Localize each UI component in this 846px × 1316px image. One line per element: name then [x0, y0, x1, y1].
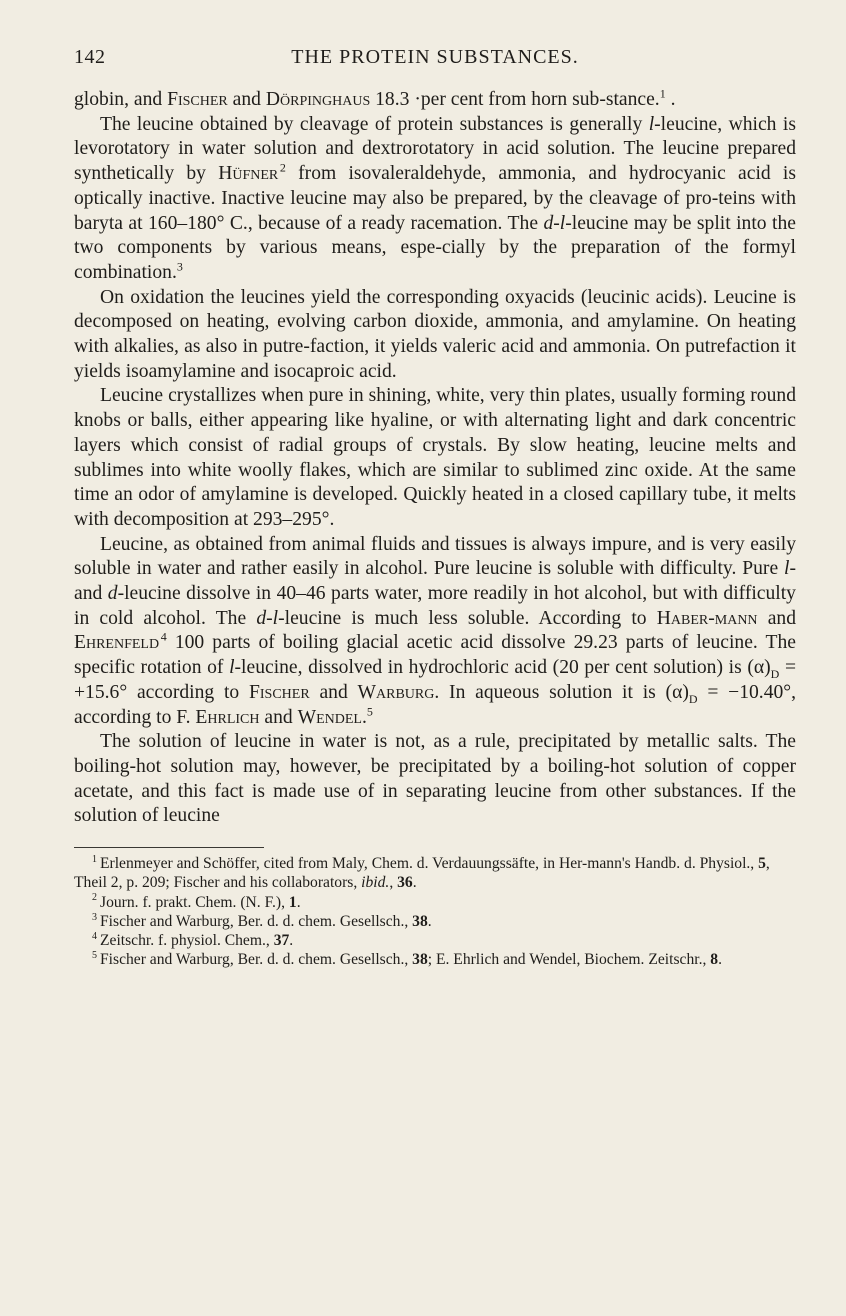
- footnote-3: $^3$ Fischer and Warburg, Ber. d. d. chem. Gesellsch., 38.: [92, 911, 432, 930]
- footnote-divider: [74, 847, 264, 848]
- author-wendel: Wendel: [297, 706, 362, 728]
- paragraph-0: globin, and Fischer and Dörpinghaus 18.3 ·per cent from horn sub-stance.$^1$ .: [74, 86, 676, 110]
- running-head: THE PROTEIN SUBSTANCES.: [291, 46, 579, 68]
- author-hufner: Hüfner: [218, 163, 279, 185]
- book-page: [74, 46, 796, 969]
- paragraph-5: The solution of leucine in water is not, as a rule, precipitated by metallic salts. The boiling-hot solution may, however, be precipitated by a boiling-hot solution of copper acetate, and this fact is made use of in separating leucine from other substances. If the solution of leucine: [74, 731, 796, 827]
- author-dorpinghaus: Dörpinghaus: [265, 89, 371, 110]
- paragraph-4: Leucine, as obtained from animal fluids and tissues is always impure, and is very easily soluble in water and rather easily in alcohol. Pure leucine is soluble with difficulty. Pure l- and d-leucine dissolve in 40–46 parts water, more readily in hot alcohol, but with difficulty in cold alcohol. The d-l-leucine is much less soluble. According to Haber-mann and Ehrenfeld $^4$ 100 parts of boiling glacial acetic acid dissolve 29.23 parts of leucine. The specific rotation of l-leucine, dissolved in hydrochloric acid (20 per cent solution) is $(\alpha)_D = +15.6^\circ$ according to Fischer and Warburg. In aqueous solution it is $(\alpha)_D = -10.40^\circ$, according to F. Ehrlich and Wendel.$^5$: [74, 533, 797, 728]
- footnote-ref-1: 1: [659, 86, 666, 101]
- footnote-2: $^2$ Journ. f. prakt. Chem. (N. F.), 1.: [92, 892, 301, 911]
- body-text: [74, 88, 796, 829]
- author-ehrenfeld: Ehrenfeld: [74, 632, 160, 654]
- page-header: [74, 46, 796, 76]
- footnote-ref-4: 4: [160, 629, 167, 644]
- author-habermann: Haber-mann: [656, 607, 758, 629]
- footnote-5: $^5$ Fischer and Warburg, Ber. d. d. chem. Gesellsch., 38; E. Ehrlich and Wendel, Biochem. Zeitschr., 8.: [92, 949, 722, 969]
- page-number: 142: [74, 46, 106, 68]
- author-ehrlich: Ehrlich: [195, 706, 260, 728]
- author-warburg: Warburg: [357, 681, 435, 703]
- footnote-4: $^4$ Zeitschr. f. physiol. Chem., 37.: [92, 930, 294, 949]
- paragraph-1: The leucine obtained by cleavage of protein substances is generally l-leucine, which is levorotatory in water solution and dextrorotatory in acid solution. The leucine prepared synthetically by Hüfner $^2$ from isovaleraldehyde, ammonia, and hydrocyanic acid is optically inactive. Inactive leucine may also be prepared, by the cleavage of pro-teins with baryta at 160–180° C., because of a ready racemation. The d-l-leucine may be split into the two components by various means, espe-cially by the preparation of the formyl combination.$^3$: [74, 113, 797, 283]
- footnote-ref-5: 5: [366, 704, 373, 719]
- footnote-ref-3: 3: [176, 259, 183, 274]
- paragraph-2: On oxidation the leucines yield the corresponding oxyacids (leucinic acids). Leucine is decomposed on heating, evolving carbon dioxide, ammonia, and amylamine. On heating with alkalies, as also in putre-faction, it yields valeric acid and ammonia. On putrefaction it yields isoamylamine and isocaproic acid.: [74, 286, 796, 382]
- paragraph-3: Leucine crystallizes when pure in shining, white, very thin plates, usually forming round knobs or balls, either appearing like hyaline, or with alternating light and dark concentric layers which consist of radial groups of crystals. By slow heating, leucine melts and sublimes into white woolly flakes, which are similar to sublimed zinc oxide. At the same time an odor of amylamine is developed. Quickly heated in a closed capillary tube, it melts with decomposition at 293–295°.: [74, 385, 796, 530]
- footnote-ref-2: 2: [279, 160, 286, 175]
- author-fischer: Fischer: [167, 89, 228, 110]
- author-fischer-2: Fischer: [249, 681, 310, 703]
- footnote-1: $^1$ Erlenmeyer and Schöffer, cited from Maly, Chem. d. Verdauungssäfte, in Her-mann's Handb. d. Physiol., 5, Theil 2, p. 209; Fischer and his collaborators, ibid., 36.: [74, 853, 770, 892]
- footnotes: [74, 854, 796, 969]
